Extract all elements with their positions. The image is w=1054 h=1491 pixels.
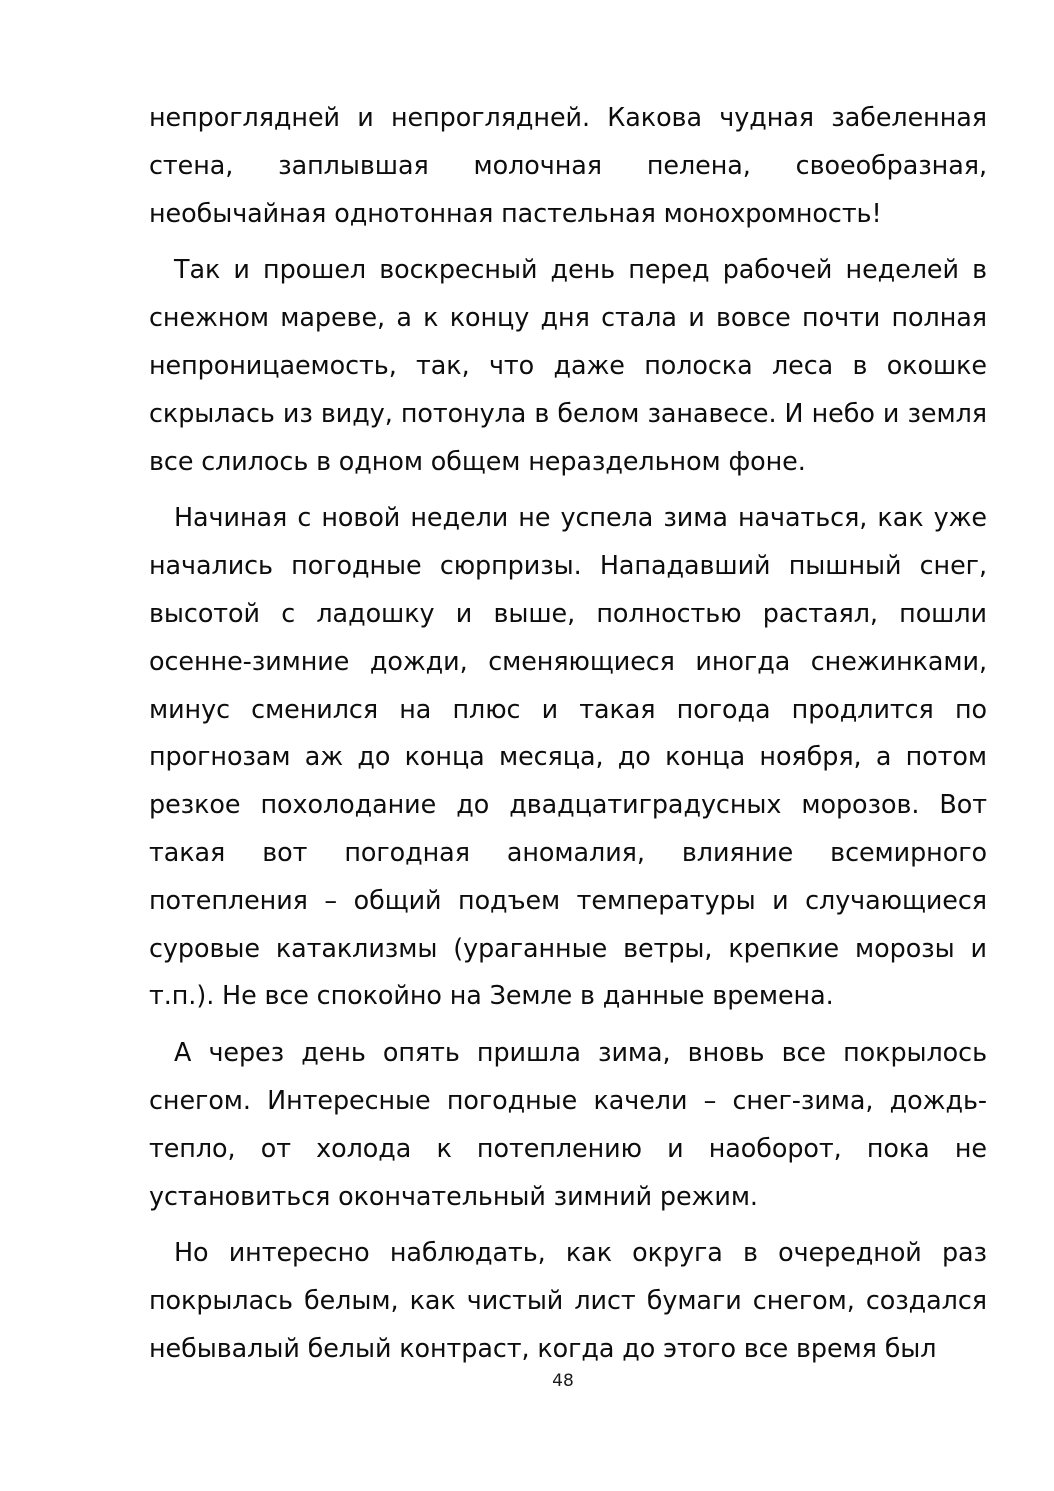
paragraph-4: А через день опять пришла зима, вновь все покрылось снегом. Интересные погодные качели – снег-зима, дождь-тепло, от холода к потеплению и наоборот, пока не установиться окончательный зимний режим. <box>149 1037 987 1211</box>
page-number: 48 <box>552 1371 574 1391</box>
paragraph-1: непроглядней и непроглядней. Какова чудная забеленная стена, заплывшая молочная пелена, своеобразная, необычайная однотонная пастельная монохромность! <box>149 102 987 228</box>
paragraph-3: Начиная с новой недели не успела зима начаться, как уже начались погодные сюрпризы. Нападавший пышный снег, высотой с ладошку и выше, полностью растаял, пошли осенне-зимние дожди, сменяющиеся иногда снежинками, минус сменился на плюс и такая погода продлится по прогнозам аж до конца месяца, до конца ноября, а потом резкое похолодание до двадцатиградусных морозов. Вот такая вот погодная аномалия, влияние всемирного потепления – общий подъем температуры и случающиеся суровые катаклизмы (ураганные ветры, крепкие морозы и т.п.). Не все спокойно на Земле в данные времена. <box>149 502 987 1011</box>
paragraph-2: Так и прошел воскресный день перед рабочей неделей в снежном мареве, а к концу дня стала и вовсе почти полная непроницаемость, так, что даже полоска леса в окошке скрылась из виду, потонула в белом занавесе. И небо и земля все слилось в одном общем нераздельном фоне. <box>149 254 987 476</box>
page-text-body <box>149 94 987 1373</box>
paragraph-5: Но интересно наблюдать, как округа в очередной раз покрылась белым, как чистый лист бумаги снегом, создался небывалый белый контраст, когда до этого все время был <box>149 1237 987 1363</box>
